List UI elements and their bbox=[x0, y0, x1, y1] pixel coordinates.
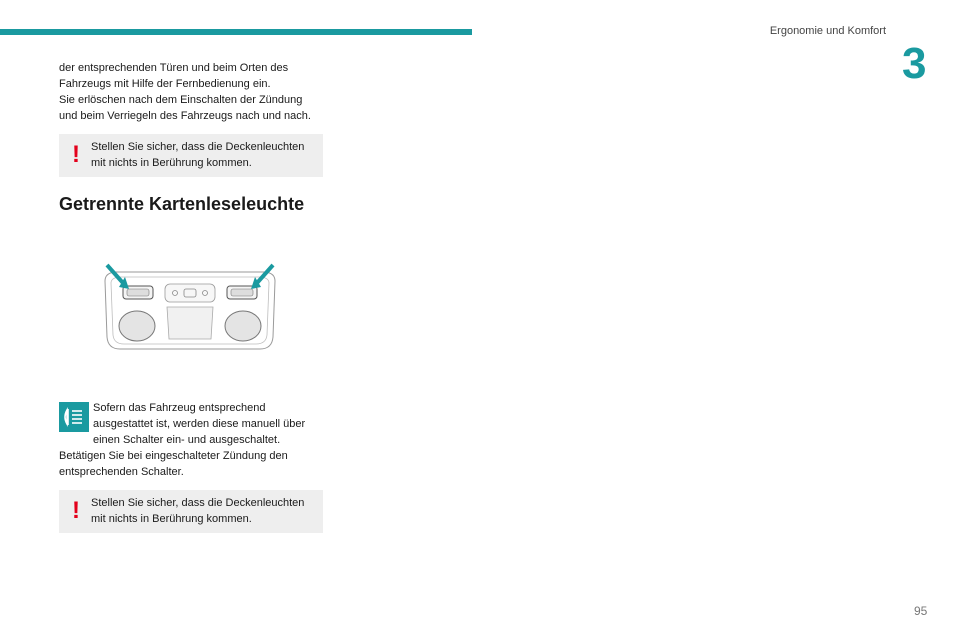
page-number: 95 bbox=[914, 604, 928, 618]
warning-text-1: Stellen Sie sicher, dass die Deckenleuchten mit nichts in Berührung kommen. bbox=[91, 141, 305, 169]
content-column bbox=[59, 60, 323, 533]
warning-text-2: Stellen Sie sicher, dass die Deckenleuchten mit nichts in Berührung kommen. bbox=[91, 497, 305, 525]
intro-paragraph-1: der entsprechenden Türen und beim Orten des Fahrzeugs mit Hilfe der Fernbedienung ein. bbox=[59, 62, 289, 90]
warning-box-2 bbox=[59, 490, 323, 533]
header-accent-bar bbox=[0, 29, 472, 35]
headlamp-icon bbox=[59, 402, 89, 432]
section-title: Ergonomie und Komfort bbox=[769, 25, 886, 37]
body-paragraph: Betätigen Sie bei eingeschalteter Zündung den entsprechenden Schalter. bbox=[59, 450, 288, 478]
map-light-illustration bbox=[97, 259, 283, 355]
section-heading: Getrennte Kartenleseleuchte bbox=[59, 194, 305, 214]
exclamation-icon: ! bbox=[72, 141, 80, 168]
intro-paragraph-2: Sie erlöschen nach dem Einschalten der Zündung und beim Verriegeln des Fahrzeugs nach und nach. bbox=[59, 94, 311, 122]
chapter-number: 3 bbox=[902, 39, 927, 88]
info-block bbox=[59, 400, 323, 480]
info-text: Sofern das Fahrzeug entsprechend ausgestattet ist, werden diese manuell über einen Schalter ein- und ausgeschaltet. bbox=[93, 402, 306, 446]
exclamation-icon: ! bbox=[72, 497, 80, 524]
warning-box-1 bbox=[59, 134, 323, 177]
